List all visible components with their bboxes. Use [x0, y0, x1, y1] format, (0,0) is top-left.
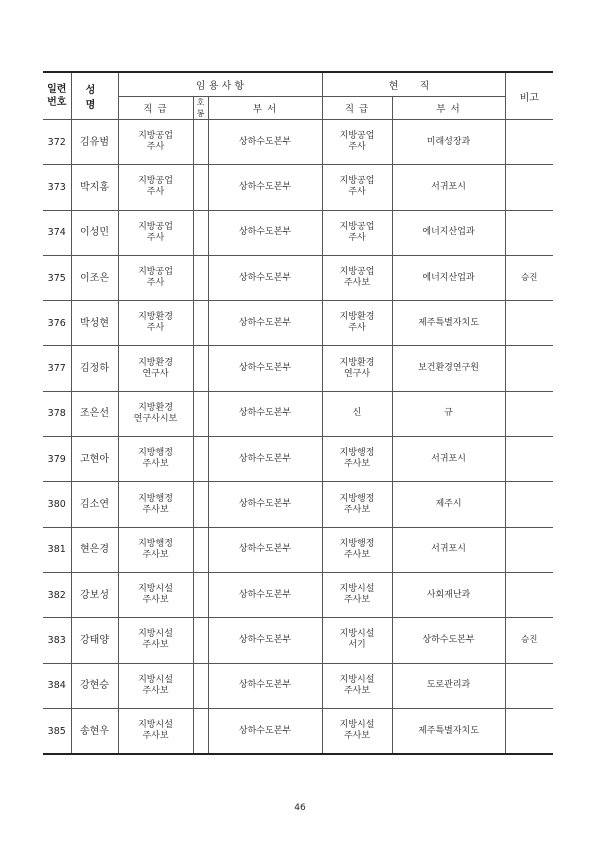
step [193, 663, 208, 708]
step [193, 572, 208, 617]
appointed-dept: 상하수도본부 [208, 572, 322, 617]
appointed-dept: 상하수도본부 [208, 527, 322, 572]
serial-number: 374 [43, 210, 71, 255]
appointed-grade: 지방행정 주사보 [118, 527, 193, 572]
serial-number: 373 [43, 165, 71, 210]
step [193, 120, 208, 165]
step [193, 301, 208, 346]
step [193, 391, 208, 436]
serial-number: 372 [43, 120, 71, 165]
current-grade: 지방시설 주사보 [322, 708, 392, 754]
current-dept: 서귀포시 [392, 437, 505, 482]
appointed-dept: 상하수도본부 [208, 346, 322, 391]
appointed-dept: 상하수도본부 [208, 301, 322, 346]
current-grade: 지방행정 주사보 [322, 482, 392, 527]
header-row-1 [43, 72, 553, 97]
person-name: 이조은 [71, 255, 118, 300]
serial-number: 377 [43, 346, 71, 391]
current-dept: 서귀포시 [392, 165, 505, 210]
appointed-grade: 지방공업 주사 [118, 255, 193, 300]
appointed-dept: 상하수도본부 [208, 708, 322, 754]
step [193, 482, 208, 527]
table-row [43, 482, 553, 527]
remarks [505, 120, 553, 165]
current-grade: 지방환경 연구사 [322, 346, 392, 391]
remarks [505, 391, 553, 436]
appointed-dept: 상하수도본부 [208, 663, 322, 708]
table-body [43, 120, 553, 755]
serial-number: 379 [43, 437, 71, 482]
current-position-header: 현 직 [322, 72, 505, 97]
current-grade: 지방공업 주사 [322, 210, 392, 255]
appointed-dept: 상하수도본부 [208, 255, 322, 300]
appointed-grade: 지방환경 연구사시보 [118, 391, 193, 436]
person-name: 고현아 [71, 437, 118, 482]
table-row [43, 210, 553, 255]
page-number: 46 [294, 803, 306, 813]
appointed-grade: 지방행정 주사보 [118, 437, 193, 482]
appointed-grade: 지방공업 주사 [118, 165, 193, 210]
appointed-dept: 상하수도본부 [208, 437, 322, 482]
appointed-grade: 지방환경 주사 [118, 301, 193, 346]
serial-number: 378 [43, 391, 71, 436]
appointed-grade: 지방시설 주사보 [118, 618, 193, 663]
serial-number: 385 [43, 708, 71, 754]
step [193, 708, 208, 754]
appointed-dept: 상하수도본부 [208, 391, 322, 436]
appointed-grade: 지방시설 주사보 [118, 663, 193, 708]
step [193, 346, 208, 391]
remarks: 승진 [505, 618, 553, 663]
appointed-dept: 상하수도본부 [208, 482, 322, 527]
current-dept: 규 [392, 391, 505, 436]
current-dept: 제주시 [392, 482, 505, 527]
person-name: 김정하 [71, 346, 118, 391]
step [193, 437, 208, 482]
serial-number: 384 [43, 663, 71, 708]
table-row [43, 391, 553, 436]
dept-header: 부 서 [208, 97, 322, 120]
serial-number: 380 [43, 482, 71, 527]
remarks [505, 210, 553, 255]
table-row [43, 120, 553, 165]
serial-number: 383 [43, 618, 71, 663]
person-name: 송현우 [71, 708, 118, 754]
current-grade: 지방공업 주사보 [322, 255, 392, 300]
table-row [43, 255, 553, 300]
appointed-dept: 상하수도본부 [208, 120, 322, 165]
current-dept: 사회재난과 [392, 572, 505, 617]
current-dept: 제주특별자치도 [392, 301, 505, 346]
remarks [505, 527, 553, 572]
remarks [505, 663, 553, 708]
appointed-grade: 지방공업 주사 [118, 210, 193, 255]
current-dept: 도로관리과 [392, 663, 505, 708]
serial-number-header: 일련 번호 [43, 72, 71, 120]
remarks-header: 비고 [505, 72, 553, 120]
current-grade: 지방공업 주사 [322, 120, 392, 165]
serial-number: 382 [43, 572, 71, 617]
person-name: 현은경 [71, 527, 118, 572]
table-row [43, 708, 553, 754]
serial-number: 375 [43, 255, 71, 300]
current-dept: 에너지산업과 [392, 255, 505, 300]
serial-number: 376 [43, 301, 71, 346]
person-name: 강현승 [71, 663, 118, 708]
table-row [43, 572, 553, 617]
remarks [505, 346, 553, 391]
table-row [43, 301, 553, 346]
step [193, 210, 208, 255]
step [193, 527, 208, 572]
current-dept: 미래성장과 [392, 120, 505, 165]
appointed-dept: 상하수도본부 [208, 210, 322, 255]
step [193, 618, 208, 663]
table-row [43, 618, 553, 663]
remarks [505, 165, 553, 210]
current-dept: 상하수도본부 [392, 618, 505, 663]
table-row [43, 527, 553, 572]
person-name: 김소연 [71, 482, 118, 527]
appointed-grade: 지방공업 주사 [118, 120, 193, 165]
current-grade: 지방시설 서기 [322, 618, 392, 663]
current-dept: 서귀포시 [392, 527, 505, 572]
appointed-grade: 지방시설 주사보 [118, 708, 193, 754]
table-row [43, 346, 553, 391]
appointed-grade: 지방행정 주사보 [118, 482, 193, 527]
current-dept: 에너지산업과 [392, 210, 505, 255]
promotion-header: 호봉 [193, 97, 208, 120]
remarks [505, 437, 553, 482]
serial-number: 381 [43, 527, 71, 572]
person-name: 조은선 [71, 391, 118, 436]
current-grade: 지방환경 주사 [322, 301, 392, 346]
step [193, 165, 208, 210]
person-name: 박지홍 [71, 165, 118, 210]
person-name: 박성현 [71, 301, 118, 346]
grade-header: 직 급 [118, 97, 193, 120]
remarks [505, 708, 553, 754]
person-name: 강보성 [71, 572, 118, 617]
table-row [43, 437, 553, 482]
appointed-grade: 지방시설 주사보 [118, 572, 193, 617]
current-dept: 제주특별자치도 [392, 708, 505, 754]
appointed-dept: 상하수도본부 [208, 618, 322, 663]
remarks: 승진 [505, 255, 553, 300]
current-dept-header: 부 서 [392, 97, 505, 120]
personnel-table [43, 71, 553, 755]
step [193, 255, 208, 300]
current-grade: 지방시설 주사보 [322, 663, 392, 708]
appointment-header: 임 용 사 항 [118, 72, 322, 97]
table-row [43, 165, 553, 210]
name-header: 성 명 [71, 72, 118, 120]
current-grade: 지방공업 주사 [322, 165, 392, 210]
current-grade: 지방행정 주사보 [322, 527, 392, 572]
current-grade-header: 직 급 [322, 97, 392, 120]
current-grade: 신 [322, 391, 392, 436]
person-name: 이성민 [71, 210, 118, 255]
appointed-grade: 지방환경 연구사 [118, 346, 193, 391]
remarks [505, 572, 553, 617]
remarks [505, 301, 553, 346]
table-row [43, 663, 553, 708]
remarks [505, 482, 553, 527]
person-name: 강태양 [71, 618, 118, 663]
current-dept: 보건환경연구원 [392, 346, 505, 391]
current-grade: 지방행정 주사보 [322, 437, 392, 482]
person-name: 김유범 [71, 120, 118, 165]
appointed-dept: 상하수도본부 [208, 165, 322, 210]
header-row-2 [43, 97, 553, 120]
current-grade: 지방시설 주사보 [322, 572, 392, 617]
